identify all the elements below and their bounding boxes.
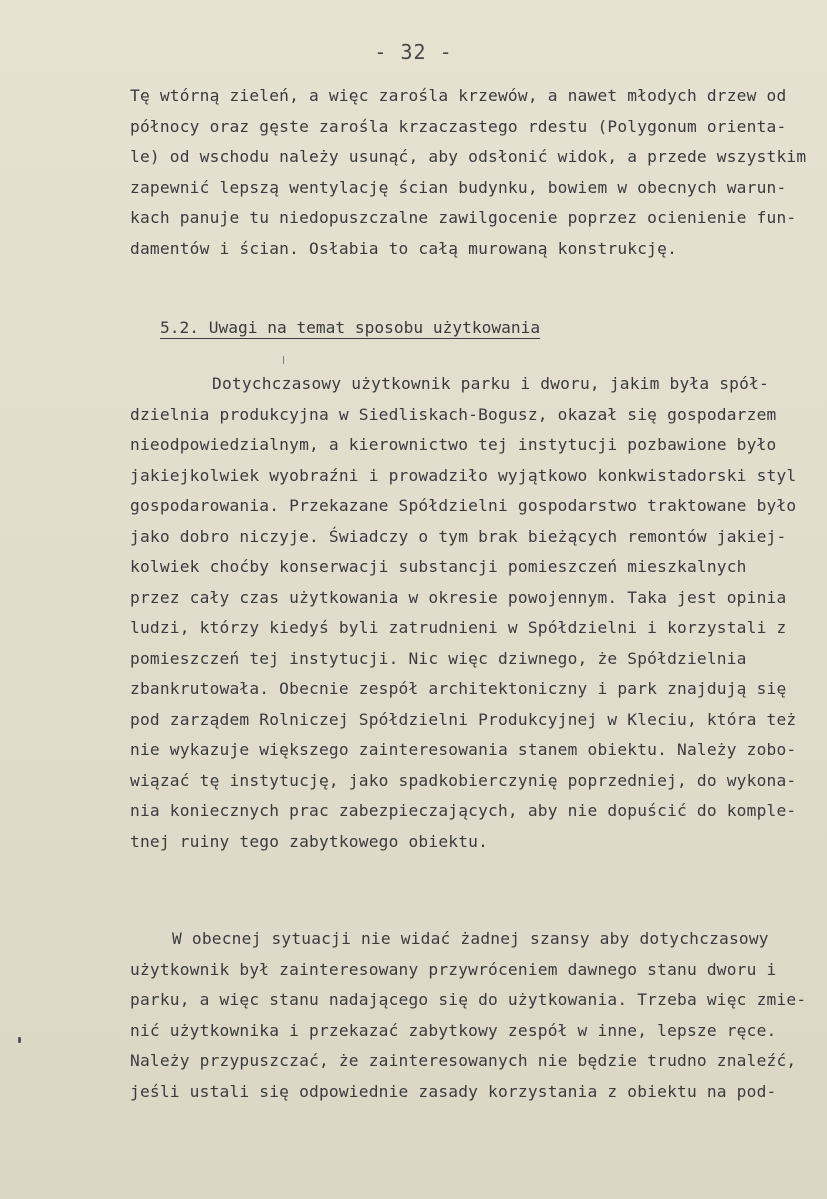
page-number: - 32 - (374, 40, 453, 64)
text-line: pomieszczeń tej instytucji. Nic więc dziwnego, że Spółdzielnia (130, 648, 747, 668)
text-line: W obecnej sytuacji nie widać żadnej szansy aby dotychczasowy (172, 929, 769, 948)
text-line: damentów i ścian. Osłabia to całą murowaną konstrukcję. (130, 238, 678, 258)
text-line: ludzi, którzy kiedyś byli zatrudnieni w Spółdzielni i korzystali z (130, 618, 787, 637)
text-line: Tę wtórną zieleń, a więc zarośla krzewów, a nawet młodych drzew od (130, 86, 787, 105)
text-line: jeśli ustali się odpowiednie zasady korzystania z obiektu na pod- (130, 1081, 777, 1101)
text-line: przez cały czas użytkowania w okresie powojennym. Taka jest opinia (130, 587, 787, 607)
paragraph-current-situation (130, 924, 821, 1107)
text-line: nić użytkownika i przekazać zabytkowy zespół w inne, lepsze ręce. (130, 1020, 777, 1040)
text-line: północy oraz gęste zarośla krzaczastego rdestu (Polygonum orienta- (130, 116, 787, 136)
text-line: zbankrutowała. Obecnie zespół architektoniczny i park znajdują się (130, 679, 787, 698)
text-line: jakiejkolwiek wyobraźni i prowadziło wyjątkowo konkwistadorski styl (130, 465, 797, 485)
text-line: tnej ruiny tego zabytkowego obiektu. (130, 831, 489, 851)
text-line: kolwiek choćby konserwacji substancji pomieszczeń mieszkalnych (130, 557, 747, 576)
text-line: gospodarowania. Przekazane Spółdzielni gospodarstwo traktowane było (130, 496, 797, 515)
text-line: jako dobro niczyje. Świadczy o tym brak bieżących remontów jakiej- (130, 526, 787, 546)
text-line: nie wykazuje większego zainteresowania stanem obiektu. Należy zobo- (130, 740, 797, 759)
text-line: nieodpowiedzialnym, a kierownictwo tej instytucji pozbawione było (130, 435, 777, 454)
text-line: zapewnić lepszą wentylację ścian budynku, bowiem w obecnych warun- (130, 177, 787, 197)
text-line: le) od wschodu należy usunąć, aby odsłonić widok, a przede wszystkim (130, 147, 807, 166)
text-line: kach panuje tu niedopuszczalne zawilgocenie poprzez ocienienie fun- (130, 208, 797, 227)
text-line: Należy przypuszczać, że zainteresowanych nie będzie trudno znaleźć, (130, 1051, 797, 1070)
text-line: nia koniecznych prac zabezpieczających, aby nie dopuścić do komple- (130, 801, 797, 820)
text-line: parku, a więc stanu nadającego się do użytkowania. Trzeba więc zmie- (130, 990, 807, 1009)
paragraph-vegetation (130, 81, 821, 264)
paragraph-previous-user (130, 369, 821, 857)
text-line: użytkownik był zainteresowany przywróceniem dawnego stanu dworu i (130, 959, 777, 979)
text-line: wiązać tę instytucję, jako spadkobierczynię poprzedniej, do wykona- (130, 770, 797, 790)
section-heading: 5.2. Uwagi na temat sposobu użytkowania (160, 318, 541, 337)
text-line: dzielnia produkcyjna w Siedliskach-Bogusz, okazał się gospodarzem (130, 404, 777, 424)
ink-fleck (283, 356, 284, 364)
ink-fleck (18, 1037, 21, 1043)
text-line: pod zarządem Rolniczej Spółdzielni Produkcyjnej w Kleciu, która też (130, 709, 797, 729)
text-line: Dotychczasowy użytkownik parku i dworu, jakim była spół- (212, 374, 769, 393)
